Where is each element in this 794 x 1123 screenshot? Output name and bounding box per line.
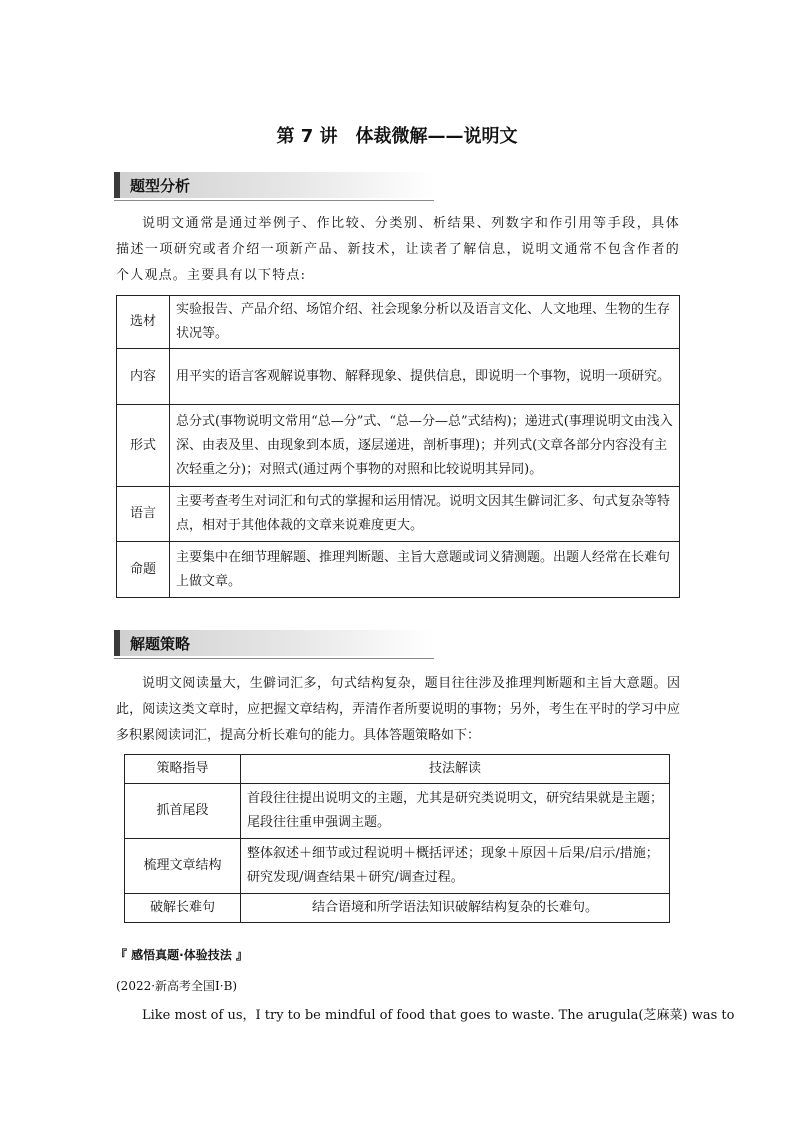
table-row [117, 542, 680, 598]
section-marker-icon [114, 630, 120, 656]
feature-key: 命题 [117, 542, 170, 598]
table-header-row [125, 755, 670, 784]
strategy-key: 梳理文章结构 [125, 839, 241, 894]
feature-key: 选材 [117, 296, 170, 349]
feature-key: 形式 [117, 405, 170, 487]
features-table [116, 295, 680, 598]
section-heading-label: 解题策略 [130, 634, 191, 653]
feature-key: 内容 [117, 349, 170, 405]
analysis-intro: 说明文通常是通过举例子、作比较、分类别、析结果、列数字和作引用等手段，具体描述一项研究或者介绍一项新产品、新技术，让读者了解信息，说明文通常不包含作者的个人观点。主要具有以下特点: [116, 216, 680, 283]
page-title: 第 7 讲 体裁微解——说明文 [276, 126, 518, 147]
section-marker-icon [114, 172, 120, 198]
strategy-value: 整体叙述＋细节或过程说明＋概括评述；现象＋原因＋后果/启示/措施；研究发现/调查结果＋研究/调查过程。 [241, 839, 670, 894]
strategy-key: 抓首尾段 [125, 784, 241, 839]
column-header: 技法解读 [241, 755, 670, 784]
section-heading-analysis [114, 172, 434, 198]
strategy-value: 首段往往提出说明文的主题，尤其是研究类说明文，研究结果就是主题；尾段往往重申强调主题。 [241, 784, 670, 839]
strategy-intro: 说明文阅读量大，生僻词汇多，句式结构复杂，题目往往涉及推理判断题和主旨大意题。因此，阅读这类文章时，应把握文章结构，弄清作者所要说明的事物；另外，考生在平时的学习中应多积累阅读词汇，提高分析长难句的能力。具体答题策略如下： [116, 676, 680, 743]
table-row [125, 784, 670, 839]
strategy-table [124, 754, 670, 923]
strategy-key: 破解长难句 [125, 894, 241, 923]
feature-value: 实验报告、产品介绍、场馆介绍、社会现象分析以及语言文化、人文地理、生物的生存状况等。 [170, 296, 680, 349]
feature-value: 用平实的语言客观解说事物、解释现象、提供信息，即说明一个事物，说明一项研究。 [170, 349, 680, 405]
feature-value: 主要考查考生对词汇和句式的掌握和运用情况。说明文因其生僻词汇多、句式复杂等特点，相对于其他体裁的文章来说难度更大。 [170, 487, 680, 542]
strategy-value: 结合语境和所学语法知识破解结构复杂的长难句。 [241, 894, 670, 923]
feature-key: 语言 [117, 487, 170, 542]
table-row [117, 349, 680, 405]
section-heading-label: 题型分析 [130, 176, 191, 195]
practice-heading: 『 感悟真题·体验技法 』 [115, 948, 248, 962]
table-row [117, 487, 680, 542]
practice-passage: Like most of us，I try to be mindful of food that goes to waste. The arugula(芝麻菜) was to [142, 1008, 735, 1023]
section-divider [114, 200, 434, 201]
table-row [125, 839, 670, 894]
table-row [117, 296, 680, 349]
table-row [117, 405, 680, 487]
section-heading-strategy [114, 630, 434, 656]
column-header: 策略指导 [125, 755, 241, 784]
table-row [125, 894, 670, 923]
feature-value: 总分式(事物说明文常用“总—分”式、“总—分—总”式结构)；递进式(事理说明文由浅入深、由表及里、由现象到本质，逐层递进，剖析事理)；并列式(文章各部分内容没有主次轻重之分)；对照式(通过两个事物的对照和比较说明其异同)。 [170, 405, 680, 487]
feature-value: 主要集中在细节理解题、推理判断题、主旨大意题或词义猜测题。出题人经常在长难句上做文章。 [170, 542, 680, 598]
section-divider [114, 658, 434, 659]
practice-source: (2022·新高考全国Ⅰ·B) [116, 979, 238, 993]
